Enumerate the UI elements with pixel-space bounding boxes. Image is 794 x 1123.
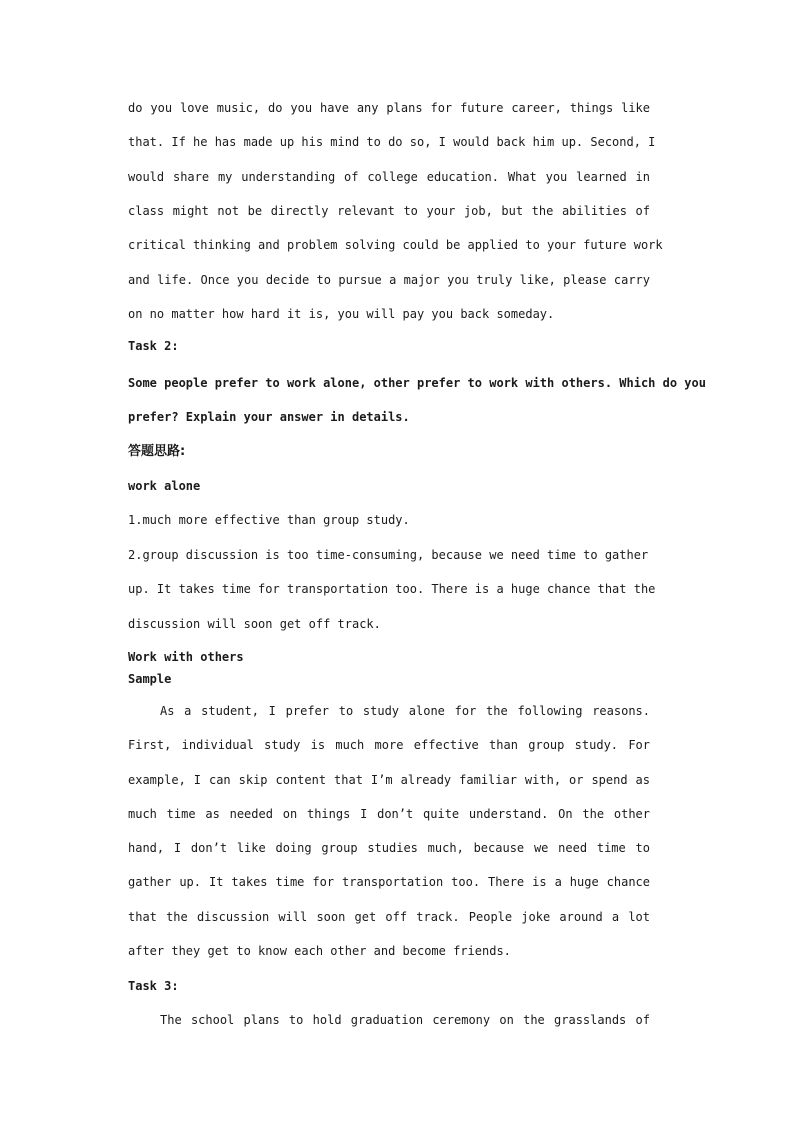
task3-heading: Task 3: xyxy=(128,979,179,993)
work-with-others-heading: Work with others xyxy=(128,650,244,664)
paragraph-line: critical thinking and problem solving could be applied to your future work xyxy=(128,238,663,252)
sample-line: example, I can skip content that I’m already familiar with, or spend as xyxy=(128,773,650,787)
point-1: 1.much more effective than group study. xyxy=(128,513,410,527)
task2-prompt-line: Some people prefer to work alone, other prefer to work with others. Which do you xyxy=(128,376,706,390)
paragraph-line: and life. Once you decide to pursue a major you truly like, please carry xyxy=(128,273,650,287)
point-2-line: 2.group discussion is too time-consuming, because we need time to gather xyxy=(128,548,649,562)
task3-line: The school plans to hold graduation ceremony on the grasslands of xyxy=(160,1013,650,1027)
paragraph-line: class might not be directly relevant to your job, but the abilities of xyxy=(128,204,650,218)
point-2-line: discussion will soon get off track. xyxy=(128,617,381,631)
paragraph-line: do you love music, do you have any plans for future career, things like xyxy=(128,101,650,115)
sample-line: hand, I don’t like doing group studies much, because we need time to xyxy=(128,841,650,855)
sample-line: that the discussion will soon get off track. People joke around a lot xyxy=(128,910,650,924)
sample-heading: Sample xyxy=(128,672,172,686)
paragraph-line: would share my understanding of college education. What you learned in xyxy=(128,170,650,184)
paragraph-line: that. If he has made up his mind to do so, I would back him up. Second, I xyxy=(128,135,656,149)
sample-line: First, individual study is much more effective than group study. For xyxy=(128,738,650,752)
sample-line: As a student, I prefer to study alone for the following reasons. xyxy=(160,704,650,718)
point-2-line: up. It takes time for transportation too. There is a huge chance that the xyxy=(128,582,656,596)
sample-line: gather up. It takes time for transportation too. There is a huge chance xyxy=(128,875,650,889)
paragraph-line: on no matter how hard it is, you will pay you back someday. xyxy=(128,307,555,321)
approach-heading: 答题思路: xyxy=(128,444,186,459)
sample-line: after they get to know each other and become friends. xyxy=(128,944,511,958)
sample-line: much time as needed on things I don’t quite understand. On the other xyxy=(128,807,650,821)
work-alone-heading: work alone xyxy=(128,479,201,493)
task2-heading: Task 2: xyxy=(128,339,179,353)
task2-prompt-line: prefer? Explain your answer in details. xyxy=(128,410,410,424)
